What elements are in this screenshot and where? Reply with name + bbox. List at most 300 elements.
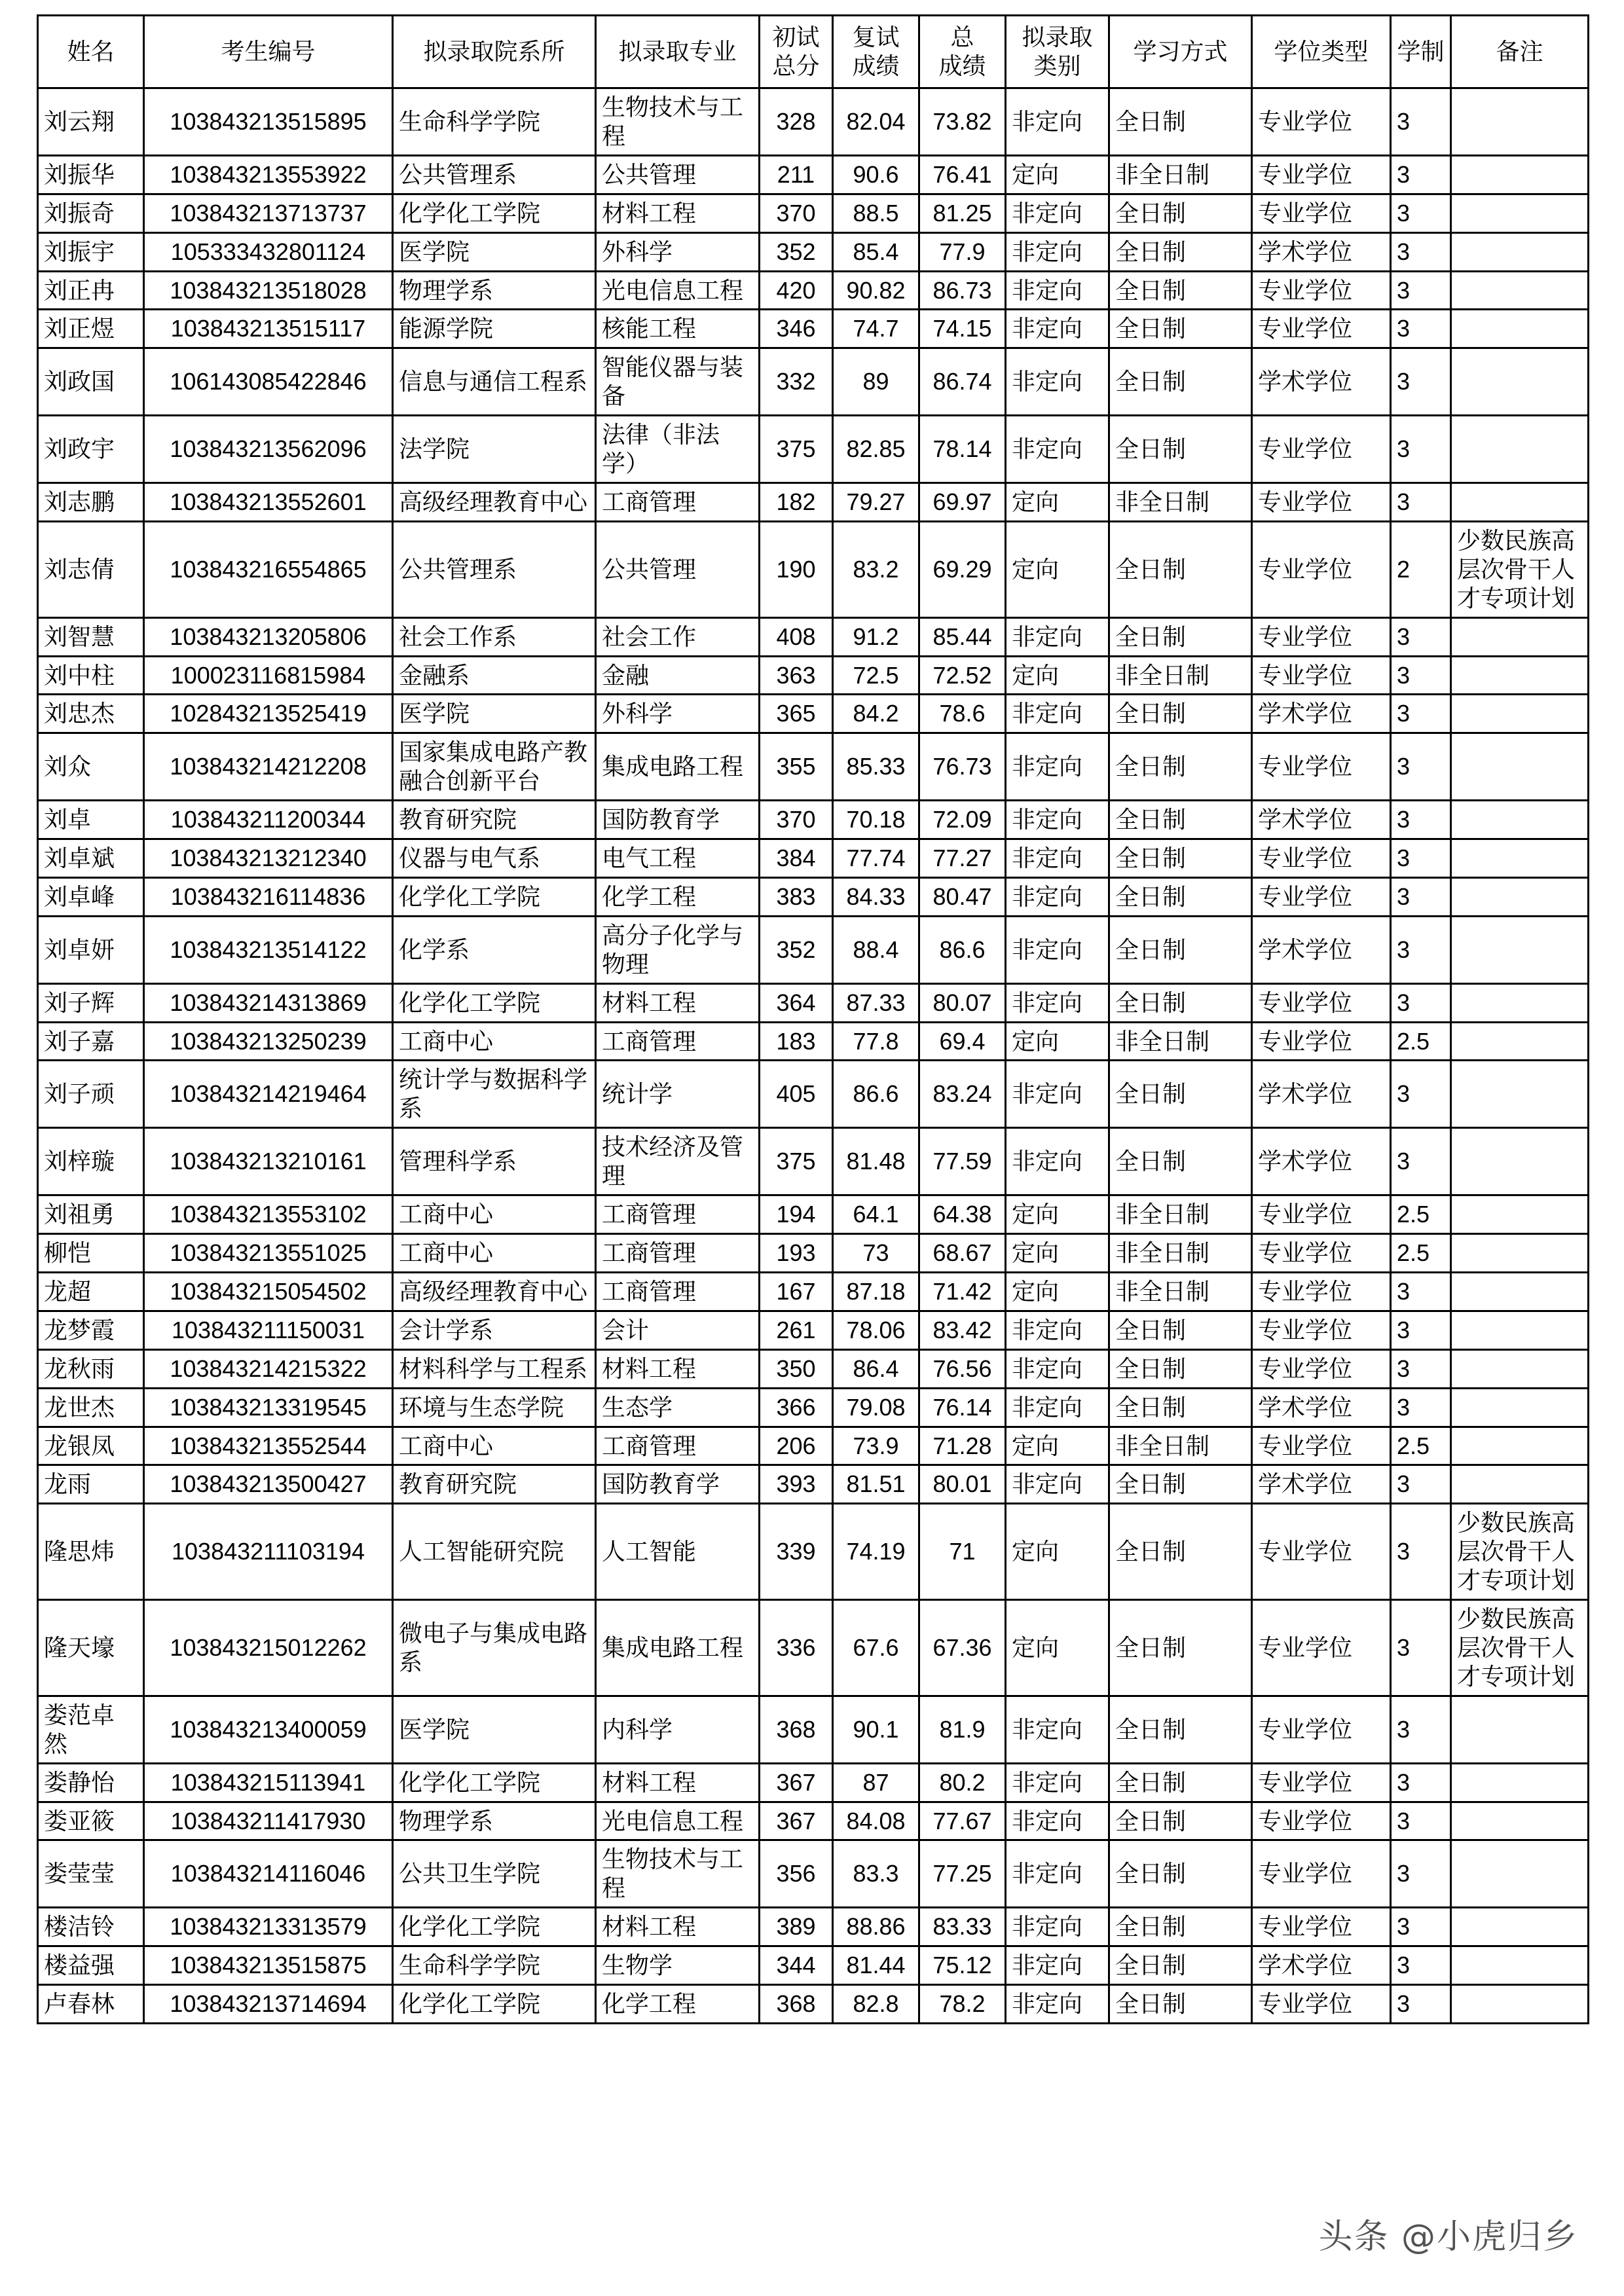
cell-mode: 全日制 — [1109, 1061, 1252, 1128]
cell-mode: 全日制 — [1109, 1465, 1252, 1504]
cell-dept: 能源学院 — [393, 310, 596, 348]
cell-pre: 190 — [760, 521, 833, 617]
cell-degree: 专业学位 — [1252, 1272, 1391, 1311]
cell-pre: 368 — [760, 1696, 833, 1763]
cell-major: 技术经济及管理 — [596, 1128, 760, 1195]
cell-mode: 非全日制 — [1109, 1234, 1252, 1273]
column-header-pre — [760, 16, 833, 88]
column-header-remark: 备注 — [1451, 16, 1589, 88]
cell-pre: 375 — [760, 1128, 833, 1195]
cell-degree: 专业学位 — [1252, 416, 1391, 483]
cell-total: 64.38 — [919, 1195, 1006, 1234]
cell-type: 非定向 — [1006, 1763, 1109, 1802]
cell-name: 刘卓 — [38, 801, 144, 839]
cell-total: 78.6 — [919, 695, 1006, 733]
cell-years: 3 — [1391, 617, 1451, 656]
table-row — [38, 1908, 1589, 1946]
cell-mode: 全日制 — [1109, 617, 1252, 656]
cell-years: 3 — [1391, 1985, 1451, 2024]
cell-type: 非定向 — [1006, 1388, 1109, 1427]
cell-pre: 261 — [760, 1311, 833, 1349]
cell-id: 103843213552601 — [144, 483, 393, 521]
cell-pre: 365 — [760, 695, 833, 733]
cell-major: 工商管理 — [596, 1022, 760, 1061]
cell-major: 生物技术与工程 — [596, 88, 760, 156]
cell-type: 定向 — [1006, 1195, 1109, 1234]
cell-mode: 非全日制 — [1109, 656, 1252, 695]
cell-name: 刘子辉 — [38, 983, 144, 1022]
cell-dept: 会计学系 — [393, 1311, 596, 1349]
cell-id: 103843211200344 — [144, 801, 393, 839]
cell-degree: 学术学位 — [1252, 695, 1391, 733]
cell-type: 非定向 — [1006, 1946, 1109, 1985]
cell-remark — [1451, 1234, 1589, 1273]
cell-total: 69.29 — [919, 521, 1006, 617]
cell-re: 79.27 — [833, 483, 919, 521]
cell-re: 72.5 — [833, 656, 919, 695]
cell-degree: 专业学位 — [1252, 271, 1391, 310]
cell-type: 非定向 — [1006, 1128, 1109, 1195]
cell-total: 80.2 — [919, 1763, 1006, 1802]
cell-remark — [1451, 617, 1589, 656]
cell-total: 76.56 — [919, 1349, 1006, 1388]
cell-years: 3 — [1391, 1763, 1451, 1802]
cell-type: 非定向 — [1006, 1696, 1109, 1763]
cell-major: 材料工程 — [596, 983, 760, 1022]
cell-pre: 350 — [760, 1349, 833, 1388]
cell-remark — [1451, 733, 1589, 801]
cell-major: 工商管理 — [596, 1427, 760, 1465]
cell-years: 3 — [1391, 1311, 1451, 1349]
cell-degree: 专业学位 — [1252, 983, 1391, 1022]
cell-degree: 专业学位 — [1252, 1840, 1391, 1908]
table-row — [38, 801, 1589, 839]
cell-mode: 全日制 — [1109, 1311, 1252, 1349]
cell-re: 87.33 — [833, 983, 919, 1022]
table-row — [38, 1600, 1589, 1696]
cell-total: 76.14 — [919, 1388, 1006, 1427]
cell-remark — [1451, 1802, 1589, 1840]
cell-type: 定向 — [1006, 656, 1109, 695]
column-header-years: 学制 — [1391, 16, 1451, 88]
cell-dept: 材料科学与工程系 — [393, 1349, 596, 1388]
cell-id: 103843213514122 — [144, 916, 393, 983]
cell-years: 3 — [1391, 416, 1451, 483]
cell-mode: 非全日制 — [1109, 155, 1252, 194]
cell-mode: 非全日制 — [1109, 1272, 1252, 1311]
cell-total: 76.41 — [919, 155, 1006, 194]
cell-years: 3 — [1391, 1802, 1451, 1840]
table-row — [38, 1022, 1589, 1061]
column-header-line2: 总分 — [772, 52, 820, 79]
cell-years: 3 — [1391, 916, 1451, 983]
cell-total: 71 — [919, 1504, 1006, 1600]
column-header-type — [1006, 16, 1109, 88]
cell-pre: 384 — [760, 839, 833, 878]
cell-name: 刘志倩 — [38, 521, 144, 617]
cell-id: 103843213562096 — [144, 416, 393, 483]
cell-mode: 全日制 — [1109, 194, 1252, 232]
cell-remark — [1451, 1022, 1589, 1061]
cell-years: 2 — [1391, 521, 1451, 617]
cell-total: 83.24 — [919, 1061, 1006, 1128]
cell-name: 刘卓峰 — [38, 877, 144, 916]
cell-remark — [1451, 1061, 1589, 1128]
cell-remark — [1451, 916, 1589, 983]
column-header-dept: 拟录取院系所 — [393, 16, 596, 88]
cell-total: 69.97 — [919, 483, 1006, 521]
cell-pre: 367 — [760, 1802, 833, 1840]
cell-re: 81.44 — [833, 1946, 919, 1985]
cell-remark — [1451, 155, 1589, 194]
cell-re: 90.1 — [833, 1696, 919, 1763]
cell-degree: 专业学位 — [1252, 1985, 1391, 2024]
cell-name: 刘众 — [38, 733, 144, 801]
cell-pre: 356 — [760, 1840, 833, 1908]
cell-dept: 高级经理教育中心 — [393, 483, 596, 521]
column-header-line2: 类别 — [1033, 52, 1081, 79]
cell-years: 3 — [1391, 1696, 1451, 1763]
cell-dept: 工商中心 — [393, 1427, 596, 1465]
cell-mode: 全日制 — [1109, 1985, 1252, 2024]
cell-degree: 专业学位 — [1252, 656, 1391, 695]
cell-re: 78.06 — [833, 1311, 919, 1349]
cell-dept: 公共管理系 — [393, 521, 596, 617]
cell-id: 103843215054502 — [144, 1272, 393, 1311]
cell-mode: 全日制 — [1109, 1802, 1252, 1840]
cell-id: 103843213250239 — [144, 1022, 393, 1061]
cell-dept: 工商中心 — [393, 1234, 596, 1273]
cell-mode: 全日制 — [1109, 801, 1252, 839]
cell-years: 3 — [1391, 1600, 1451, 1696]
table-row — [38, 232, 1589, 271]
cell-major: 电气工程 — [596, 839, 760, 878]
cell-id: 103843213552544 — [144, 1427, 393, 1465]
cell-pre: 375 — [760, 416, 833, 483]
cell-name: 娄静怡 — [38, 1763, 144, 1802]
cell-major: 会计 — [596, 1311, 760, 1349]
cell-degree: 专业学位 — [1252, 839, 1391, 878]
cell-major: 光电信息工程 — [596, 1802, 760, 1840]
cell-major: 统计学 — [596, 1061, 760, 1128]
cell-re: 77.8 — [833, 1022, 919, 1061]
cell-major: 外科学 — [596, 232, 760, 271]
table-header — [38, 16, 1589, 88]
cell-name: 楼洁铃 — [38, 1908, 144, 1946]
cell-id: 103843213500427 — [144, 1465, 393, 1504]
cell-re: 79.08 — [833, 1388, 919, 1427]
cell-degree: 专业学位 — [1252, 1195, 1391, 1234]
cell-years: 2.5 — [1391, 1022, 1451, 1061]
cell-re: 86.6 — [833, 1061, 919, 1128]
cell-major: 金融 — [596, 656, 760, 695]
cell-degree: 专业学位 — [1252, 1427, 1391, 1465]
cell-type: 非定向 — [1006, 695, 1109, 733]
cell-pre: 393 — [760, 1465, 833, 1504]
cell-dept: 人工智能研究院 — [393, 1504, 596, 1600]
cell-remark — [1451, 695, 1589, 733]
cell-years: 2.5 — [1391, 1427, 1451, 1465]
cell-remark — [1451, 88, 1589, 156]
cell-remark: 少数民族高层次骨干人才专项计划 — [1451, 521, 1589, 617]
cell-name: 隆天壕 — [38, 1600, 144, 1696]
cell-dept: 生命科学学院 — [393, 88, 596, 156]
cell-name: 刘云翔 — [38, 88, 144, 156]
cell-id: 103843216114836 — [144, 877, 393, 916]
cell-dept: 信息与通信工程系 — [393, 348, 596, 416]
cell-re: 73 — [833, 1234, 919, 1273]
cell-name: 柳恺 — [38, 1234, 144, 1273]
cell-type: 非定向 — [1006, 1802, 1109, 1840]
cell-mode: 全日制 — [1109, 348, 1252, 416]
cell-degree: 专业学位 — [1252, 1908, 1391, 1946]
cell-total: 77.25 — [919, 1840, 1006, 1908]
cell-mode: 全日制 — [1109, 310, 1252, 348]
cell-re: 74.19 — [833, 1504, 919, 1600]
cell-re: 91.2 — [833, 617, 919, 656]
cell-id: 103843213319545 — [144, 1388, 393, 1427]
cell-major: 工商管理 — [596, 1195, 760, 1234]
cell-id: 103843215012262 — [144, 1600, 393, 1696]
table-row — [38, 1985, 1589, 2024]
cell-type: 非定向 — [1006, 733, 1109, 801]
cell-name: 刘祖勇 — [38, 1195, 144, 1234]
cell-years: 3 — [1391, 88, 1451, 156]
cell-id: 103843214313869 — [144, 983, 393, 1022]
cell-years: 3 — [1391, 310, 1451, 348]
table-row — [38, 88, 1589, 156]
cell-mode: 全日制 — [1109, 877, 1252, 916]
cell-name: 刘梓璇 — [38, 1128, 144, 1195]
column-header-name: 姓名 — [38, 16, 144, 88]
cell-degree: 专业学位 — [1252, 1349, 1391, 1388]
cell-type: 非定向 — [1006, 877, 1109, 916]
table-row — [38, 983, 1589, 1022]
cell-mode: 全日制 — [1109, 733, 1252, 801]
cell-type: 非定向 — [1006, 1840, 1109, 1908]
cell-name: 刘政宇 — [38, 416, 144, 483]
cell-remark — [1451, 656, 1589, 695]
cell-years: 3 — [1391, 1908, 1451, 1946]
table-row — [38, 1504, 1589, 1600]
cell-name: 刘忠杰 — [38, 695, 144, 733]
cell-degree: 专业学位 — [1252, 194, 1391, 232]
cell-major: 材料工程 — [596, 194, 760, 232]
cell-id: 103843215113941 — [144, 1763, 393, 1802]
cell-degree: 专业学位 — [1252, 1022, 1391, 1061]
cell-re: 85.33 — [833, 733, 919, 801]
cell-mode: 全日制 — [1109, 88, 1252, 156]
cell-pre: 368 — [760, 1985, 833, 2024]
cell-type: 非定向 — [1006, 232, 1109, 271]
cell-dept: 教育研究院 — [393, 1465, 596, 1504]
cell-remark — [1451, 801, 1589, 839]
cell-mode: 全日制 — [1109, 983, 1252, 1022]
cell-re: 90.82 — [833, 271, 919, 310]
cell-name: 刘振奇 — [38, 194, 144, 232]
cell-pre: 336 — [760, 1600, 833, 1696]
cell-total: 78.14 — [919, 416, 1006, 483]
cell-years: 3 — [1391, 483, 1451, 521]
cell-total: 80.47 — [919, 877, 1006, 916]
cell-type: 定向 — [1006, 1272, 1109, 1311]
cell-years: 2.5 — [1391, 1234, 1451, 1273]
cell-id: 103843216554865 — [144, 521, 393, 617]
cell-degree: 专业学位 — [1252, 877, 1391, 916]
cell-mode: 非全日制 — [1109, 1022, 1252, 1061]
table-row — [38, 617, 1589, 656]
cell-id: 103843211103194 — [144, 1504, 393, 1600]
cell-total: 86.73 — [919, 271, 1006, 310]
cell-pre: 167 — [760, 1272, 833, 1311]
cell-total: 83.42 — [919, 1311, 1006, 1349]
cell-mode: 全日制 — [1109, 521, 1252, 617]
cell-re: 77.74 — [833, 839, 919, 878]
cell-id: 103843213212340 — [144, 839, 393, 878]
cell-total: 73.82 — [919, 88, 1006, 156]
cell-dept: 化学化工学院 — [393, 1908, 596, 1946]
cell-dept: 金融系 — [393, 656, 596, 695]
cell-total: 85.44 — [919, 617, 1006, 656]
table-row — [38, 1763, 1589, 1802]
cell-id: 103843213553922 — [144, 155, 393, 194]
cell-major: 化学工程 — [596, 1985, 760, 2024]
cell-id: 103843213313579 — [144, 1908, 393, 1946]
cell-years: 3 — [1391, 1946, 1451, 1985]
cell-total: 72.52 — [919, 656, 1006, 695]
table-row — [38, 1946, 1589, 1985]
cell-degree: 专业学位 — [1252, 617, 1391, 656]
cell-total: 69.4 — [919, 1022, 1006, 1061]
cell-degree: 学术学位 — [1252, 1388, 1391, 1427]
cell-remark — [1451, 839, 1589, 878]
cell-name: 刘中柱 — [38, 656, 144, 695]
cell-degree: 专业学位 — [1252, 310, 1391, 348]
cell-years: 3 — [1391, 348, 1451, 416]
cell-years: 3 — [1391, 839, 1451, 878]
cell-years: 3 — [1391, 1465, 1451, 1504]
cell-re: 89 — [833, 348, 919, 416]
cell-major: 核能工程 — [596, 310, 760, 348]
cell-degree: 专业学位 — [1252, 483, 1391, 521]
table-body — [38, 88, 1589, 2024]
table-row — [38, 348, 1589, 416]
cell-type: 定向 — [1006, 483, 1109, 521]
cell-years: 3 — [1391, 1128, 1451, 1195]
cell-pre: 367 — [760, 1763, 833, 1802]
column-header-mode: 学习方式 — [1109, 16, 1252, 88]
cell-mode: 全日制 — [1109, 1600, 1252, 1696]
cell-remark — [1451, 1311, 1589, 1349]
column-header-line1: 初试 — [772, 24, 820, 51]
cell-mode: 全日制 — [1109, 1840, 1252, 1908]
cell-years: 3 — [1391, 983, 1451, 1022]
cell-dept: 生命科学学院 — [393, 1946, 596, 1985]
cell-major: 工商管理 — [596, 1272, 760, 1311]
table-row — [38, 1272, 1589, 1311]
cell-id: 103843211417930 — [144, 1802, 393, 1840]
cell-type: 非定向 — [1006, 916, 1109, 983]
cell-id: 103843211150031 — [144, 1311, 393, 1349]
cell-years: 3 — [1391, 1388, 1451, 1427]
cell-major: 社会工作 — [596, 617, 760, 656]
cell-name: 龙雨 — [38, 1465, 144, 1504]
cell-pre: 346 — [760, 310, 833, 348]
cell-degree: 学术学位 — [1252, 916, 1391, 983]
table-row — [38, 839, 1589, 878]
cell-dept: 物理学系 — [393, 271, 596, 310]
cell-major: 高分子化学与物理 — [596, 916, 760, 983]
cell-pre: 339 — [760, 1504, 833, 1600]
cell-id: 103843213553102 — [144, 1195, 393, 1234]
cell-type: 非定向 — [1006, 271, 1109, 310]
cell-pre: 344 — [760, 1946, 833, 1985]
cell-name: 娄莹莹 — [38, 1840, 144, 1908]
cell-mode: 全日制 — [1109, 1128, 1252, 1195]
admissions-sheet — [37, 14, 1587, 2024]
cell-pre: 193 — [760, 1234, 833, 1273]
cell-total: 77.67 — [919, 1802, 1006, 1840]
cell-remark — [1451, 1946, 1589, 1985]
cell-name: 刘卓妍 — [38, 916, 144, 983]
cell-re: 81.48 — [833, 1128, 919, 1195]
cell-id: 100023116815984 — [144, 656, 393, 695]
table-row — [38, 1840, 1589, 1908]
table-row — [38, 1349, 1589, 1388]
table-row — [38, 1195, 1589, 1234]
cell-type: 非定向 — [1006, 194, 1109, 232]
cell-name: 娄亚筱 — [38, 1802, 144, 1840]
cell-type: 非定向 — [1006, 839, 1109, 878]
cell-dept: 统计学与数据科学系 — [393, 1061, 596, 1128]
cell-re: 90.6 — [833, 155, 919, 194]
cell-mode: 全日制 — [1109, 1504, 1252, 1600]
cell-major: 国防教育学 — [596, 1465, 760, 1504]
cell-total: 68.67 — [919, 1234, 1006, 1273]
cell-re: 87.18 — [833, 1272, 919, 1311]
cell-name: 龙超 — [38, 1272, 144, 1311]
cell-major: 公共管理 — [596, 155, 760, 194]
cell-remark — [1451, 877, 1589, 916]
cell-name: 龙银凤 — [38, 1427, 144, 1465]
cell-major: 公共管理 — [596, 521, 760, 617]
cell-major: 材料工程 — [596, 1908, 760, 1946]
cell-remark — [1451, 1388, 1589, 1427]
cell-type: 定向 — [1006, 155, 1109, 194]
column-header-total — [919, 16, 1006, 88]
cell-re: 88.86 — [833, 1908, 919, 1946]
cell-total: 77.59 — [919, 1128, 1006, 1195]
cell-total: 80.07 — [919, 983, 1006, 1022]
cell-name: 刘政国 — [38, 348, 144, 416]
cell-type: 定向 — [1006, 1504, 1109, 1600]
cell-re: 88.4 — [833, 916, 919, 983]
cell-major: 智能仪器与装备 — [596, 348, 760, 416]
cell-total: 80.01 — [919, 1465, 1006, 1504]
cell-remark — [1451, 194, 1589, 232]
cell-degree: 专业学位 — [1252, 88, 1391, 156]
cell-pre: 370 — [760, 194, 833, 232]
cell-degree: 学术学位 — [1252, 1465, 1391, 1504]
cell-re: 82.04 — [833, 88, 919, 156]
cell-pre: 206 — [760, 1427, 833, 1465]
cell-id: 103843214212208 — [144, 733, 393, 801]
cell-dept: 微电子与集成电路系 — [393, 1600, 596, 1696]
cell-degree: 学术学位 — [1252, 1061, 1391, 1128]
cell-total: 74.15 — [919, 310, 1006, 348]
admissions-table — [37, 14, 1589, 2024]
cell-re: 87 — [833, 1763, 919, 1802]
